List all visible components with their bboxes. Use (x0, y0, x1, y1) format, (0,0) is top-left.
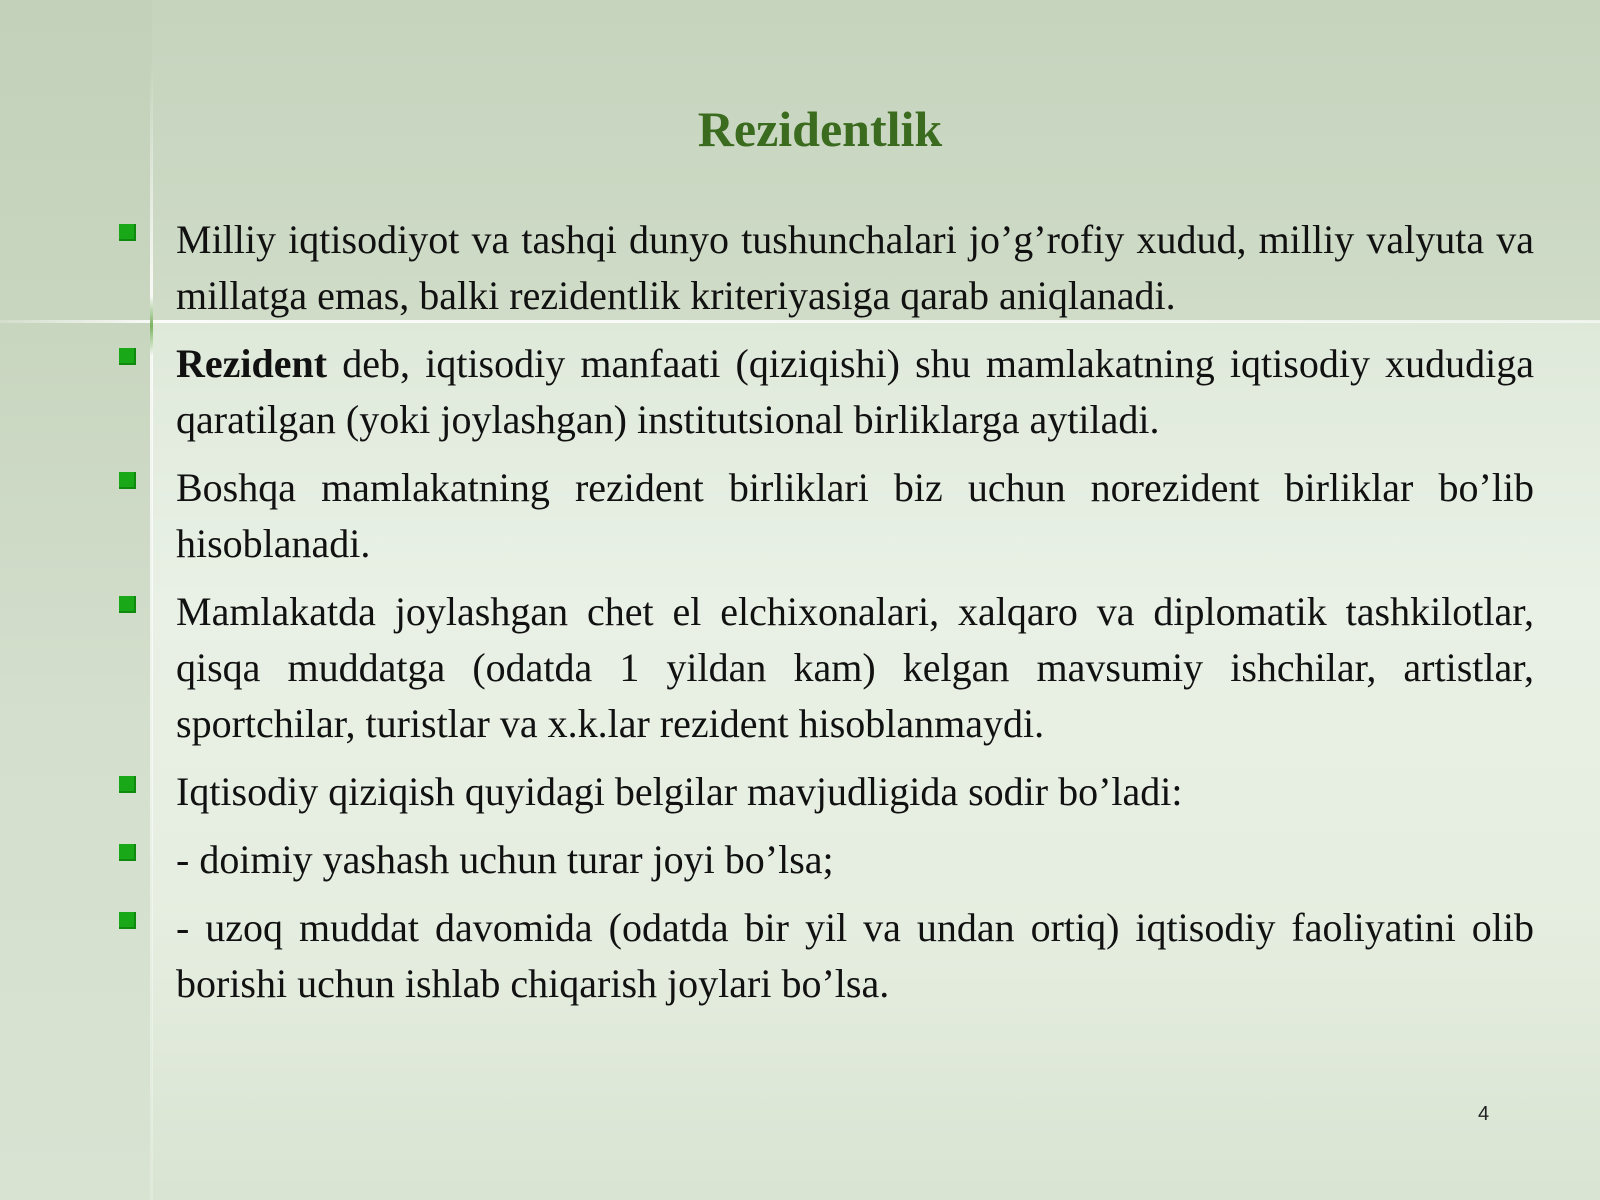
bullet-lead: Rezident (176, 341, 328, 386)
bullet-list (0, 212, 1600, 1024)
square-bullet-icon (119, 776, 136, 793)
bullet-body: - doimiy yashash uchun turar joyi bo’lsa; (176, 837, 834, 882)
bullet-item (0, 900, 1600, 1012)
bullet-body: deb, iqtisodiy manfaati (qiziqishi) shu mamlakatning iqtisodiy xududiga qaratilgan (yoki joylashgan) institutsional birliklarga aytiladi. (176, 341, 1534, 442)
bullet-item (0, 764, 1600, 820)
bullet-text (176, 212, 1534, 324)
square-bullet-icon (119, 224, 136, 241)
bullet-body: Boshqa mamlakatning rezident birliklari biz uchun norezident birliklar bo’lib hisoblanadi. (176, 465, 1534, 566)
bullet-body: Milliy iqtisodiyot va tashqi dunyo tushunchalari jo’g’rofiy xudud, milliy valyuta va millatga emas, balki rezidentlik kriteriyasiga qarab aniqlanadi. (176, 217, 1534, 318)
page-number: 4 (1478, 1103, 1490, 1125)
square-bullet-icon (119, 844, 136, 861)
square-bullet-icon (119, 348, 136, 365)
square-bullet-icon (119, 472, 136, 489)
bullet-text (176, 900, 1534, 1012)
bullet-text (176, 460, 1534, 572)
bullet-text (176, 832, 1534, 888)
bullet-body: Mamlakatda joylashgan chet el elchixonalari, xalqaro va diplomatik tashkilotlar, qisqa muddatga (odatda 1 yildan kam) kelgan mavsumiy ishchilar, artistlar, sportchilar, turistlar va x.k.lar rezident hisoblanmaydi. (176, 589, 1534, 746)
bullet-body: - uzoq muddat davomida (odatda bir yil va undan ortiq) iqtisodiy faoliyatini olib borishi uchun ishlab chiqarish joylari bo’lsa. (176, 905, 1534, 1006)
slide-title: Rezidentlik (697, 101, 943, 157)
bullet-text (176, 336, 1534, 448)
bullet-item (0, 212, 1600, 324)
square-bullet-icon (119, 596, 136, 613)
bullet-body: Iqtisodiy qiziqish quyidagi belgilar mavjudligida sodir bo’ladi: (176, 769, 1183, 814)
bullet-text (176, 584, 1534, 752)
square-bullet-icon (119, 912, 136, 929)
bullet-text (176, 764, 1534, 820)
bullet-item (0, 584, 1600, 752)
bullet-item (0, 336, 1600, 448)
bullet-item (0, 832, 1600, 888)
bullet-item (0, 460, 1600, 572)
